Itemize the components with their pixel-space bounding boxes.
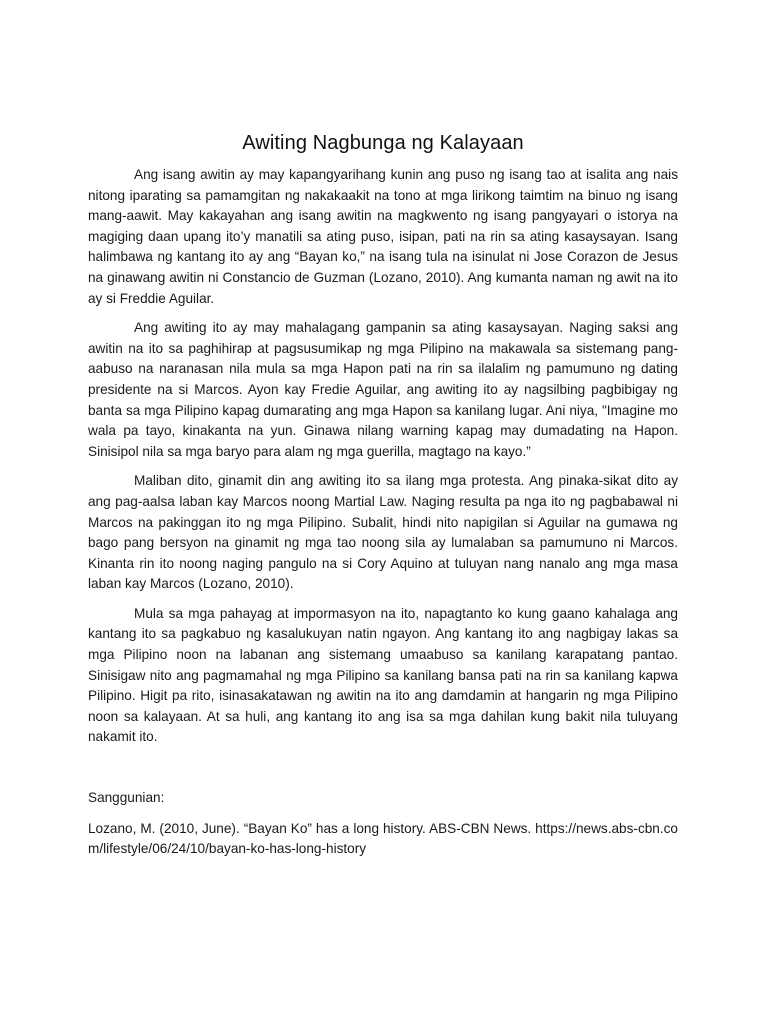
paragraph-3: Maliban dito, ginamit din ang awiting ito sa ilang mga protesta. Ang pinaka-sikat dito ay ang pag-aalsa laban kay Marcos noong Martial Law. Naging resulta pa nga ito ng pagbabawal ni Marcos na pakinggan ito ng mga Pilipino. Subalit, hindi nito napigilan si Aguilar na gumawa ng bago pang bersyon na ginamit ng mga tao noong sila ay lumalaban sa pamumuno ni Marcos. Kinanta rin ito noong naging pangulo na si Cory Aquino at tuluyan nang nanalo ang mga masa laban kay Marcos (Lozano, 2010). <box>88 473 678 592</box>
document-title: Awiting Nagbunga ng Kalayaan <box>242 132 524 154</box>
paragraph-2: Ang awiting ito ay may mahalagang gampanin sa ating kasaysayan. Naging saksi ang awitin na ito sa paghihirap at pagsusumikap ng mga Pilipino na makawala sa sistemang pang-aabuso na naranasan nila mula sa mga Hapon pati na rin sa ilalalim ng pamumuno ng dating presidente na si Marcos. Ayon kay Fredie Aguilar, ang awiting ito ay nagsilbing pagbibigay ng banta sa mga Pilipino kapag dumarating ang mga Hapon sa kanilang lugar. Ani niya, "Imagine mo wala pa tayo, kinakanta na yun. Ginawa nilang warning kapag may dumadating na Hapon. Sinisipol nila sa mga baryo para alam ng mga guerilla, magtago na kayo.” <box>88 320 678 459</box>
reference-entry: Lozano, M. (2010, June). “Bayan Ko” has a long history. ABS-CBN News. https://news.abs-cbn.com/lifestyle/06/24/10/bayan-ko-has-long-history <box>88 820 678 857</box>
paragraph-1: Ang isang awitin ay may kapangyarihang kunin ang puso ng isang tao at isalita ang nais nitong iparating sa pamamgitan ng nakakaakit na tono at mga lirikong taimtim na binuo ng isang mang-aawit. May kakayahan ang isang awitin na magkwento ng isang pangyayari o istorya na magiging daan upang ito’y manatili sa ating puso, isipan, pati na rin sa ating kasaysayan. Isang halimbawa ng kantang ito ay ang “Bayan ko,” na isang tula na isinulat ni Jose Corazon de Jesus na ginawang awitin ni Constancio de Guzman (Lozano, 2010). Ang kumanta naman ng awit na ito ay si Freddie Aguilar. <box>88 167 678 306</box>
paragraph-4: Mula sa mga pahayag at impormasyon na ito, napagtanto ko kung gaano kahalaga ang kantang ito sa pagkabuo ng kasalukuyan natin ngayon. Ang kantang ito ang nagbigay lakas sa mga Pilipino noon na labanan ang sistemang umaabuso sa kanilang karapatang pantao. Sinisigaw nito ang pagmamahal ng mga Pilipino sa kanilang bansa pati na rin sa kanilang kapwa Pilipino. Higit pa rito, isinasakatawan ng awitin na ito ang damdamin at hangarin ng mga Pilipino noon sa kalayaan. At sa huli, ang kantang ito ang isa sa mga dahilan kung bakit nila tuluyang nakamit ito. <box>88 605 678 745</box>
references-heading: Sanggunian: <box>88 790 165 806</box>
document-page <box>88 132 678 860</box>
